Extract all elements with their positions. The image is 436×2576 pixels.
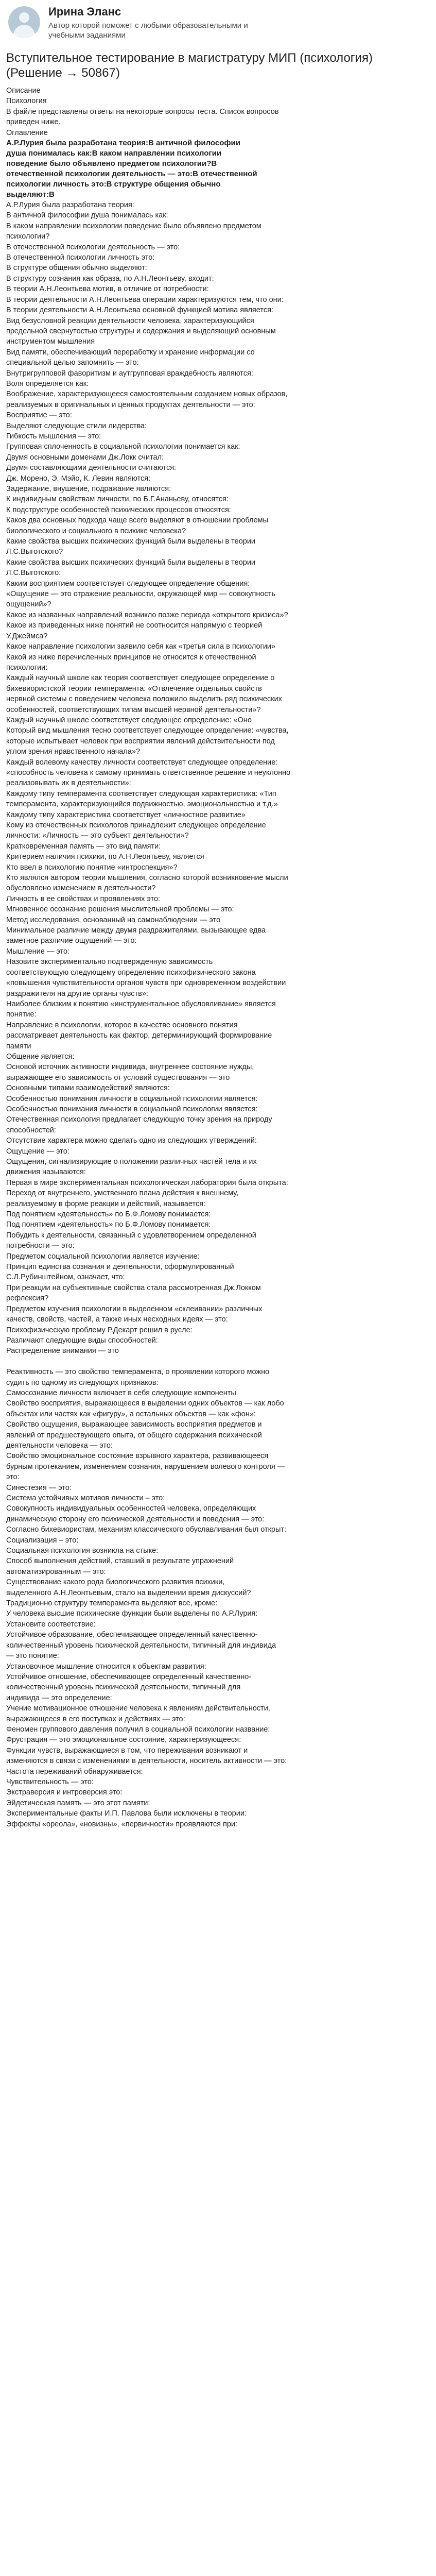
document-title-line: Вступительное тестирование в магистратуру МИП (психология): [6, 51, 373, 65]
text-line: Принцип единства сознания и деятельности, сформулированный: [6, 1263, 234, 1272]
text-line: Различают следующие виды способностей:: [6, 1336, 158, 1345]
text-line: объектах или частях как «фигуру», а остальных объектов — как «фон»:: [6, 1410, 256, 1418]
text-line: Кратковременная память — это вид памяти:: [6, 842, 161, 851]
text-line: биологического и социального в психике человека?: [6, 527, 186, 535]
text-line: «Ощущение — это отражение реальности, окружающей мир — совокупность: [6, 590, 275, 599]
text-line: реализуемых в оригинальных и ценных продуктах деятельности — это:: [6, 400, 255, 409]
text-line: Внутригрупповой фаворитизм и аутгрупповая враждебность являются:: [6, 369, 253, 378]
text-line: Побудить к деятельности, связанный с удовлетворением определенной: [6, 1231, 256, 1240]
text-line: Воля определяется как:: [6, 379, 89, 388]
text-line: реализовывать их в деятельности»:: [6, 779, 131, 788]
text-line: Традиционно структуру темперамента выделяют все, кроме:: [6, 1599, 218, 1608]
text-line: Частота переживаний обнаруживается:: [6, 1767, 143, 1776]
text-line: Социальная психология возникла на стыке:: [6, 1547, 159, 1555]
text-line: Эйдетическая память — это этот памяти:: [6, 1799, 150, 1807]
avatar-body-icon: [13, 25, 35, 38]
text-line: количественный уровень психической деятельности, типичный для индивида: [6, 1641, 276, 1650]
text-line: нервной системы с поведением человека положило выделить ряд психических: [6, 695, 282, 704]
text-line: Минимальное различие между двумя раздражителями, вызывающее едва: [6, 926, 266, 935]
text-line: темперамента, характеризующийся подвижностью, эмоциональностью и т.д.»: [6, 800, 278, 809]
text-line: Критерием наличия психики, по А.Н.Леонтьеву, является: [6, 853, 204, 861]
text-line: предельной свернутостью структуры и содержания и выделяющий основным: [6, 327, 276, 335]
text-line: Экстраверсия и интроверсия это:: [6, 1788, 123, 1797]
text-line: заметное различие ощущений — это:: [6, 937, 137, 945]
text-line: Кому из отечественных психологов принадлежит следующее определение: [6, 821, 266, 829]
text-line: Особенностью понимания личности в социальной психологии является:: [6, 1094, 258, 1103]
text-line: Совокупность индивидуальных особенностей человека, определяющих: [6, 1504, 256, 1513]
text-line: Групповая сплоченность в социальной психологии понимается как:: [6, 443, 240, 451]
text-line: Мышление — это:: [6, 947, 70, 956]
text-line: бурным протеканием, изменением сознания, нарушением волевого контроля —: [6, 1462, 285, 1471]
text-line: Наиболее близким к понятию «инструментальное обусловливание» является: [6, 999, 276, 1008]
text-line: особенностей, соответствующих типам высшей нервной деятельности»?: [6, 705, 261, 714]
toc-line: душа понималась как:В каком направлении психологии: [6, 149, 222, 158]
text-line: Метод исследования, основанный на самонаблюдении — это: [6, 916, 221, 924]
text-line: Устойчивое образование, обеспечивающее определенный качественно-: [6, 1631, 258, 1639]
text-line: Распределение внимания — это: [6, 1347, 119, 1355]
text-line: раздражителя на другие органы чувств»:: [6, 989, 148, 998]
text-line: судить по одному из следующих признаков:: [6, 1378, 159, 1387]
text-line: выражающееся в его поступках и действиях — это:: [6, 1715, 185, 1723]
text-line: Ощущения, сигнализирующие о положении различных частей тела и их: [6, 1158, 257, 1166]
text-line: Синестезия — это:: [6, 1483, 72, 1492]
text-line: Способ выполнения действий, ставший в результате упражнений: [6, 1557, 234, 1566]
text-line: Установите соответствие:: [6, 1620, 96, 1629]
text-line: Каждый научный школе как теория соответствует следующее определение о: [6, 674, 275, 683]
text-line: движения называются:: [6, 1168, 86, 1177]
text-line: Основой источник активности индивида, внутреннее состояние нужды,: [6, 1063, 254, 1072]
toc-line: отечественной психологии деятельность — это:В отечественной: [6, 170, 257, 179]
text-line: Который вид мышления тесно соответствует следующее определение: «чувства,: [6, 726, 289, 735]
toc-line: поведение было объявлено предметом психологии?В: [6, 159, 217, 168]
text-line: Чувствительность — это:: [6, 1777, 94, 1786]
toc-line: выделяют:В: [6, 190, 55, 199]
text-line: реализуемому в форме реакции и действий, называется:: [6, 1199, 206, 1208]
text-line: Двумя основными доменами Дж.Локк считал:: [6, 453, 164, 462]
author-name[interactable]: Ирина Эланс: [48, 5, 121, 18]
text-line: Реактивность — это свойство темперамента, о проявлении которого можно: [6, 1368, 270, 1377]
text-line: С.Л.Рубинштейном, означает, что:: [6, 1273, 125, 1282]
text-line: Какой из ниже перечисленных принципов не относится к отечественной: [6, 653, 256, 662]
text-line: В теории деятельности А.Н.Леонтьева операции характеризуются тем, что они:: [6, 295, 284, 304]
text-line: понятие:: [6, 1010, 37, 1019]
author-description: Автор которой поможет с любыми образовательными и учебными заданиями: [48, 21, 248, 40]
text-line: Двумя составляющими деятельности считаются:: [6, 464, 177, 472]
text-line: Первая в мире экспериментальная психологическая лаборатория была открыта:: [6, 1178, 288, 1187]
text-line: Основными типами взаимодействий являются:: [6, 1084, 170, 1093]
text-line: Назовите экспериментально подтвержденную зависимость: [6, 958, 213, 967]
text-line: психологии:: [6, 663, 48, 672]
text-line: рефлексия?: [6, 1294, 49, 1303]
text-line: В отечественной психологии деятельность — это:: [6, 243, 180, 251]
text-line: В теории А.Н.Леонтьева мотив, в отличие от потребности:: [6, 285, 209, 294]
text-line: Самосознание личности включает в себя следующие компоненты: [6, 1388, 236, 1397]
text-line: Оглавление: [6, 128, 48, 137]
text-line: индивида — это определение:: [6, 1693, 112, 1702]
text-line: Задержание, внушение, подражание являются:: [6, 485, 171, 493]
text-line: личности: «Личность — это субъект деятельности»?: [6, 832, 189, 840]
text-line: Л.С.Выготского:: [6, 569, 61, 578]
text-line: Система устойчивых мотивов личности – это:: [6, 1494, 165, 1502]
text-line: потребности — это:: [6, 1242, 75, 1250]
text-line: В каком направлении психологии поведение было объявлено предметом: [6, 222, 261, 230]
text-line: Предметом социальной психологии является изучение:: [6, 1252, 200, 1261]
text-line: динамическую сторону его психической деятельности и поведения — это:: [6, 1515, 265, 1523]
text-line: Какое из приведенных ниже понятий не соотносится напрямую с теорией: [6, 621, 263, 630]
text-line: Каждому типу характеристика соответствует «личностное развитие»: [6, 810, 246, 819]
text-line: Психология: [6, 97, 47, 106]
text-line: «способность человека к самому принимать ответственное решение и неуклонно: [6, 768, 291, 777]
text-line: В теории деятельности А.Н.Леонтьева основной функцией мотива является:: [6, 306, 273, 315]
text-line: В структуру сознания как образа, по А.Н.Леонтьеву, входит:: [6, 274, 214, 283]
text-line: В структуре общения обычно выделяют:: [6, 264, 147, 273]
text-line: это:: [6, 1473, 20, 1482]
text-line: приведен ниже.: [6, 118, 61, 127]
text-line: деятельности человека — это:: [6, 1441, 113, 1450]
text-line: способностей:: [6, 1126, 56, 1134]
text-line: качеств, свойств, частей, а также иных несходных идеях — это:: [6, 1315, 228, 1324]
text-line: Каждый научный школе соответствует следующее определение: «Оно: [6, 716, 252, 724]
text-line: Свойство эмоциональное состояние взрывного характера, развивающееся: [6, 1452, 269, 1461]
text-line: выделенного А.Н.Леонтьевым, стало на выделении время дискуссий?: [6, 1588, 251, 1597]
toc-line: А.Р.Лурия была разработана теория:В античной философии: [6, 139, 240, 148]
text-line: Психофизическую проблему Р.Декарт решил в русле:: [6, 1326, 193, 1334]
text-line: Существование какого рода биологического развития психики,: [6, 1578, 225, 1587]
text-line: Описание: [6, 87, 41, 95]
text-line: выражающее его зависимость от условий существования — это: [6, 1073, 230, 1082]
text-line: Устойчивое отношение, обеспечивающее определенный качественно-: [6, 1672, 252, 1681]
text-line: ощущений»?: [6, 600, 51, 609]
text-line: психологии?: [6, 232, 50, 241]
text-line: изменяются в связи с изменениями в деятельности, носитель активности — это:: [6, 1757, 287, 1766]
text-line: Особенностью понимания личности в социальной психологии является:: [6, 1105, 258, 1113]
text-line: специальной целью запомнить — это:: [6, 359, 139, 367]
text-line: Кто ввел в психологию понятие «интроспекция»?: [6, 863, 178, 872]
text-line: памяти: [6, 1042, 31, 1050]
text-line: У человека высшие психические функции были выделены по А.Р.Лурия:: [6, 1609, 258, 1618]
text-line: Какие свойства высших психических функций были выделены в теории: [6, 537, 256, 546]
text-line: которые испытывает человек при восприятии явлений действительности под: [6, 737, 275, 745]
document-content: [6, 50, 431, 1829]
text-line: явлений от предшествующего опыта, от общего содержания психической: [6, 1431, 262, 1439]
text-line: Кто являлся автором теории мышления, согласно которой возникновение мысли: [6, 874, 288, 883]
text-line: Согласно бихевиористам, механизм классического обуславливания был открыт:: [6, 1526, 287, 1534]
text-line: У.Джеймса?: [6, 632, 48, 640]
text-line: Восприятие — это:: [6, 411, 72, 420]
text-line: Свойство восприятия, выражающееся в выделении одних объектов — как лобо: [6, 1399, 284, 1408]
text-line: Учение мотивационное отношение человека к явлениям действительности,: [6, 1704, 270, 1713]
text-line: углом зрения нравственного начала»?: [6, 748, 141, 756]
text-line: Воображение, характеризующееся самостоятельным созданием новых образов,: [6, 390, 288, 399]
text-line: [6, 1357, 431, 1367]
text-line: Функции чувств, выражающиеся в том, что переживания возникают и: [6, 1746, 248, 1755]
text-line: В отечественной психологии личность это:: [6, 253, 155, 262]
text-line: Экспериментальные факты И.П. Павлова были исключены в теории:: [6, 1809, 247, 1818]
document-body: [6, 86, 431, 1829]
text-line: Вид памяти, обеспечивающий переработку и хранение информации со: [6, 348, 255, 357]
toc-line: психологии личность это:В структуре общения обычно: [6, 180, 221, 189]
text-line: Дж. Морено, Э. Мэйо, К. Левин являются:: [6, 474, 151, 483]
text-line: соответствующую следующему определению психофизического закона: [6, 968, 256, 977]
text-line: Каков два основных подхода чаще всего выделяют в отношении проблемы: [6, 516, 268, 525]
text-line: Выделяют следующие стили лидерства:: [6, 421, 147, 430]
text-line: обусловлено изменением в деятельности?: [6, 884, 156, 893]
text-line: Отечественная психология предлагает следующую точку зрения на природу: [6, 1115, 272, 1124]
text-line: Социализация – это:: [6, 1536, 79, 1545]
text-line: При реакции на субъективные свойства стала рассмотренная Дж.Локком: [6, 1283, 261, 1292]
text-line: Каким восприятием соответствует следующее определение общения:: [6, 579, 250, 588]
text-line: Свойство ощущения, выражающее зависимость восприятия предметов и: [6, 1420, 262, 1429]
text-line: рассматривает деятельность как фактор, детерминирующий формирование: [6, 1031, 272, 1040]
text-line: бихевиористской теории темперамента: «Отвлечение отдельных свойств: [6, 684, 262, 693]
text-line: Под понятием «деятельность» по Б.Ф.Ломову понимается:: [6, 1221, 211, 1229]
text-line: К подструктуре особенностей психических процессов относятся:: [6, 505, 231, 514]
text-line: А.Р.Лурия была разработана теория:: [6, 201, 134, 210]
text-line: Установочное мышление относится к объектам развития:: [6, 1662, 206, 1671]
avatar-head-icon: [19, 12, 29, 23]
author-header: [0, 0, 436, 47]
text-line: количественный уровень психической деятельности, типичный для: [6, 1683, 241, 1692]
text-line: Мгновенное осознание решения мыслительной проблемы — это:: [6, 905, 234, 914]
document-title: [6, 50, 431, 80]
text-line: В античной философии душа понималась как:: [6, 211, 168, 220]
text-line: Какое направление психологии заявило себя как «третья сила в психологии»: [6, 642, 276, 651]
text-line: Переход от внутреннего, умственного плана действия к внешнему,: [6, 1189, 239, 1198]
text-line: Л.С.Выготского?: [6, 548, 63, 556]
text-line: Ощущение — это:: [6, 1147, 69, 1156]
text-line: Общение является:: [6, 1052, 75, 1061]
text-line: Фрустрация — это эмоциональное состояние, характеризующееся:: [6, 1736, 241, 1744]
text-line: Эффекты «ореола», «новизны», «первичности» проявляются при:: [6, 1820, 238, 1828]
text-line: — это понятие:: [6, 1652, 59, 1660]
text-line: Какое из названных направлений возникло позже периода «открытого кризиса»?: [6, 611, 288, 619]
document-title-line: (Решение → 50867): [6, 66, 120, 80]
text-line: инструментом мышления: [6, 337, 95, 346]
text-line: Феномен группового давления получил в социальной психологии название:: [6, 1725, 270, 1734]
text-line: Вид безусловной реакции деятельности человека, характеризующийся: [6, 316, 254, 325]
text-line: «повышения чувствительности органов чувств при одновременном воздействии: [6, 979, 286, 988]
text-line: автоматизированным — это:: [6, 1567, 106, 1576]
text-line: В файле представлены ответы на некоторые вопросы теста. Список вопросов: [6, 107, 279, 116]
text-line: Личность в ее свойствах и проявлениях это:: [6, 894, 161, 903]
avatar[interactable]: [8, 6, 40, 38]
text-line: К индивидным свойствам личности, по Б.Г.Ананьеву, относятся:: [6, 495, 229, 504]
text-line: Гибкость мышления — это:: [6, 432, 101, 440]
text-line: Предметом изучения психологии в выделенном «склеивании» различных: [6, 1304, 263, 1313]
text-line: Каждый волевому качеству личности соответствует следующее определение:: [6, 758, 278, 767]
text-line: Направление в психологии, которое в качестве основного понятия: [6, 1021, 238, 1029]
text-line: Отсутствие характера можно сделать одно из следующих утверждений:: [6, 1137, 257, 1145]
text-line: Под понятием «деятельность» по Б.Ф.Ломову понимается:: [6, 1210, 211, 1219]
text-line: Какие свойства высших психических функций были выделены в теории: [6, 558, 256, 567]
text-line: Каждому типу темперамента соответствует следующая характеристика: «Тип: [6, 789, 276, 798]
